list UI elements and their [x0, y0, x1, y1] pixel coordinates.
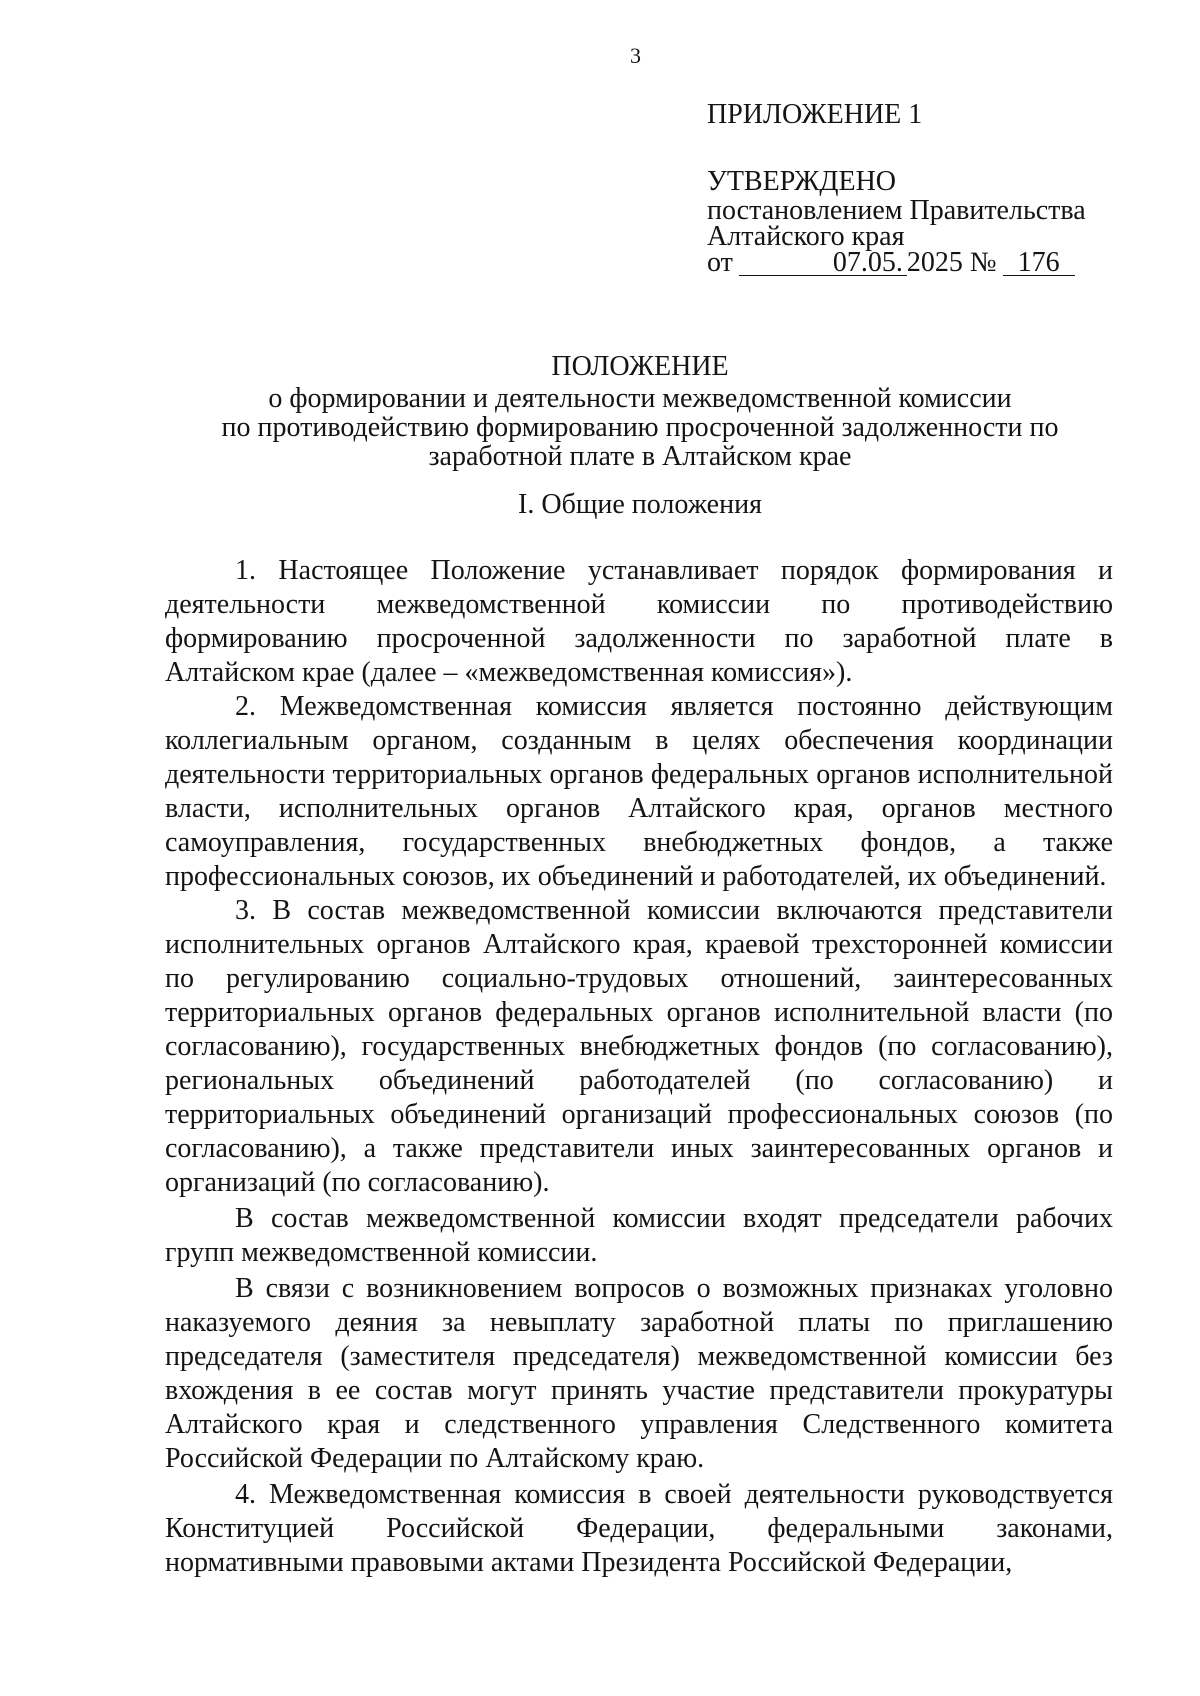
approval-line-1: постановлением Правительства — [707, 195, 1086, 226]
section-heading: I. Общие положения — [518, 489, 762, 520]
paragraph: 4. Межведомственная комиссия в своей деятельности руководствуется Конституцией Российской Федерации, федеральными законами, нормативными правовыми актами Президента Российской Федерации, — [165, 1479, 1113, 1578]
number-sign: № — [969, 247, 997, 278]
approval-date: 07.05. — [739, 251, 907, 276]
body-text — [165, 554, 1113, 1580]
title-line-3: заработной плате в Алтайском крае — [428, 441, 852, 472]
document-title — [160, 350, 1120, 471]
title-line-1: о формировании и деятельности межведомственной комиссии — [268, 383, 1012, 414]
approval-date-row — [707, 247, 1127, 278]
page-number: 3 — [630, 43, 641, 68]
approval-block — [707, 96, 1127, 276]
title-line-2: по противодействию формированию просроченной задолженности по — [221, 412, 1059, 443]
paragraph: 3. В состав межведомственной комиссии включаются представители исполнительных органов Алтайского края, краевой трехсторонней комиссии по регулированию социально-трудовых отношений, заинтересованных территориальных органов федеральных органов исполнительной власти (по согласованию), государственных внебюджетных фондов (по согласованию), региональных объединений работодателей (по согласованию) и территориальных объединений организаций профессиональных союзов (по согласованию), а также представители иных заинтересованных органов и организаций (по согласованию). — [165, 895, 1113, 1198]
title-main: ПОЛОЖЕНИЕ — [551, 351, 729, 382]
approval-number: 176 — [1003, 251, 1075, 276]
annex-label: ПРИЛОЖЕНИЕ 1 — [707, 99, 923, 130]
approval-line-2: Алтайского края — [707, 221, 905, 252]
paragraph: В связи с возникновением вопросов о возможных признаках уголовно наказуемого деяния за невыплату заработной платы по приглашению председателя (заместителя председателя) межведомственной комиссии без вхождения в ее состав могут принять участие представители прокуратуры Алтайского края и следственного управления Следственного комитета Российской Федерации по Алтайскому краю. — [165, 1273, 1113, 1474]
approved-label: УТВЕРЖДЕНО — [707, 166, 897, 197]
approval-year: 2025 — [906, 247, 963, 278]
paragraph: 1. Настоящее Положение устанавливает порядок формирования и деятельности межведомственной комиссии по противодействию формированию просроченной задолженности по заработной плате в Алтайском крае (далее – «межведомственная комиссия»). — [165, 555, 1113, 688]
paragraph: В состав межведомственной комиссии входят председатели рабочих групп межведомственной комиссии. — [165, 1203, 1113, 1268]
paragraph: 2. Межведомственная комиссия является постоянно действующим коллегиальным органом, созданным в целях обеспечения координации деятельности территориальных органов федеральных органов исполнительной власти, исполнительных органов Алтайского края, органов местного самоуправления, государственных внебюджетных фондов, а также профессиональных союзов, их объединений и работодателей, их объединений. — [165, 691, 1113, 892]
from-label: от — [707, 247, 733, 278]
